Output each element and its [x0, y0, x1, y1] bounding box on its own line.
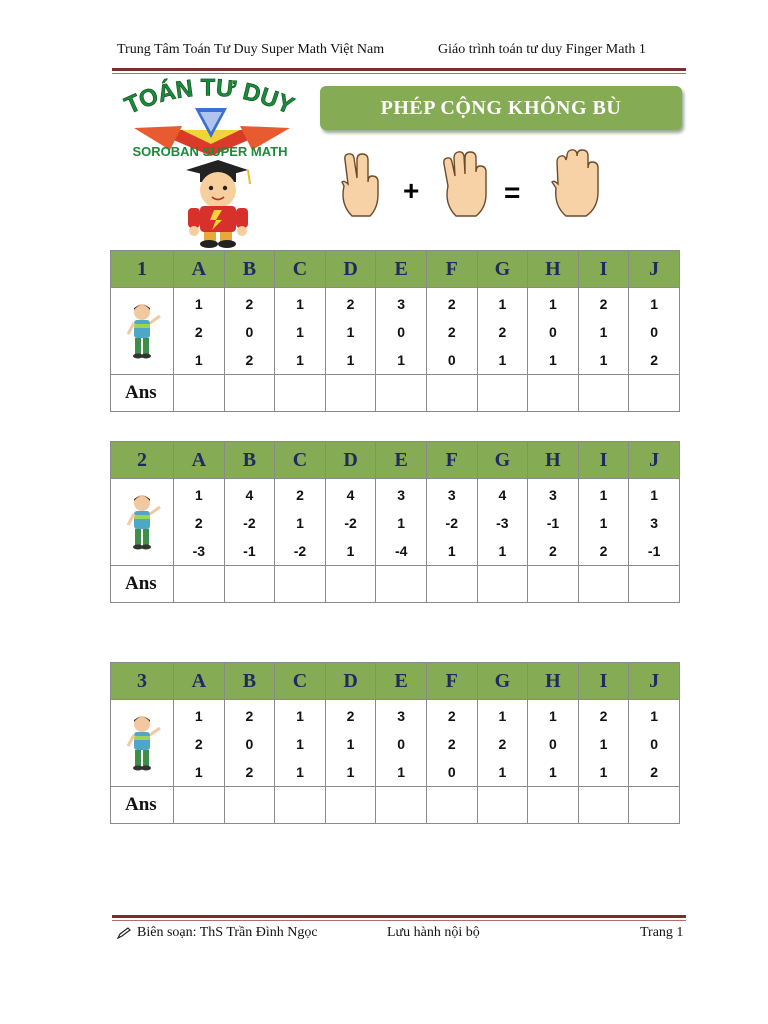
column-header: E: [376, 442, 427, 479]
problem-number: 1: [296, 352, 304, 368]
exercise-table-2: [110, 441, 680, 603]
column-header: C: [275, 663, 326, 700]
answer-cell[interactable]: [376, 375, 427, 412]
column-header: E: [376, 663, 427, 700]
problem-number: 0: [397, 736, 406, 752]
problem-cell: [528, 700, 579, 787]
problem-number: 2: [346, 708, 355, 724]
page-title: PHÉP CỘNG KHÔNG BÙ: [320, 86, 682, 130]
problem-number: 1: [599, 324, 608, 340]
problem-cell: [174, 700, 225, 787]
problem-number: 1: [599, 515, 608, 531]
answer-cell[interactable]: [629, 787, 680, 824]
problem-cell: [224, 288, 275, 375]
problem-number: 2: [245, 352, 254, 368]
problem-number: 2: [650, 352, 659, 368]
problem-number: 1: [194, 764, 203, 780]
exercise-table-3: [110, 662, 680, 824]
problem-number: -2: [293, 543, 307, 559]
problem-number: 2: [245, 708, 254, 724]
problem-number: 0: [650, 736, 659, 752]
column-header: J: [629, 663, 680, 700]
answer-cell[interactable]: [325, 787, 376, 824]
problem-cell: [578, 479, 629, 566]
exercise-table-1: [110, 250, 680, 412]
problem-cell: [275, 288, 326, 375]
problem-cell: [426, 700, 477, 787]
problem-number: 0: [447, 352, 456, 368]
problem-number: 1: [296, 515, 304, 531]
problem-cell: [629, 288, 680, 375]
problem-number: 2: [296, 487, 304, 503]
problem-number: 1: [346, 736, 355, 752]
footer-rule-thin: [112, 920, 686, 921]
finger-equation: [330, 148, 610, 220]
problem-number: 1: [296, 324, 304, 340]
answer-cell[interactable]: [629, 566, 680, 603]
problem-cell: [275, 479, 326, 566]
problem-number: 1: [549, 764, 557, 780]
column-header: D: [325, 442, 376, 479]
problem-number: -2: [243, 515, 256, 531]
problem-number: -1: [647, 543, 661, 559]
problem-cell: [477, 700, 528, 787]
problem-cell: [629, 700, 680, 787]
problem-cell: [224, 479, 275, 566]
problem-number: 1: [397, 764, 406, 780]
column-header: G: [477, 663, 528, 700]
problem-cell: [578, 700, 629, 787]
answer-cell[interactable]: [528, 375, 579, 412]
problem-number: 2: [245, 296, 254, 312]
problem-number: -3: [192, 543, 206, 559]
answer-cell[interactable]: [426, 787, 477, 824]
problem-number: 3: [549, 487, 557, 503]
problem-number: 1: [346, 352, 355, 368]
problem-number: -3: [496, 515, 509, 531]
equals-sign: =: [504, 177, 521, 208]
column-header: I: [578, 663, 629, 700]
exercise-number: 3: [111, 663, 174, 700]
kid-icon: [122, 714, 162, 772]
problem-number: 2: [346, 296, 355, 312]
problem-number: 0: [245, 736, 254, 752]
problem-number: 2: [650, 764, 659, 780]
problem-number: 1: [599, 764, 608, 780]
problem-number: 2: [194, 324, 203, 340]
problem-number: -1: [243, 543, 256, 559]
problem-number: 1: [296, 736, 304, 752]
answer-cell[interactable]: [325, 375, 376, 412]
problem-number: 0: [397, 324, 406, 340]
problem-number: 0: [447, 764, 456, 780]
header-right: Giáo trình toán tư duy Finger Math 1: [438, 42, 646, 57]
kid-icon: [122, 493, 162, 551]
problem-cell: [174, 479, 225, 566]
problem-number: 1: [650, 487, 659, 503]
problem-cell: [376, 479, 427, 566]
plus-sign: +: [403, 175, 420, 206]
problem-cell: [426, 479, 477, 566]
problem-number: 1: [346, 543, 355, 559]
logo-arc-text: TOÁN TƯ DUY: [120, 78, 298, 120]
problem-number: 2: [447, 708, 456, 724]
problem-number: 1: [650, 296, 659, 312]
answer-cell[interactable]: [224, 566, 275, 603]
column-header: F: [426, 251, 477, 288]
problem-number: 1: [346, 324, 355, 340]
logo: [112, 78, 312, 248]
answer-cell[interactable]: [629, 375, 680, 412]
problem-number: 2: [447, 296, 456, 312]
answer-cell[interactable]: [528, 787, 579, 824]
column-header: D: [325, 663, 376, 700]
problem-cell: [325, 288, 376, 375]
kid-cell: [111, 479, 174, 566]
five-fingers-icon: [552, 150, 598, 216]
problem-number: 2: [498, 324, 507, 340]
column-header: J: [629, 251, 680, 288]
answer-cell[interactable]: [578, 566, 629, 603]
answer-cell[interactable]: [578, 375, 629, 412]
mascot-icon: [186, 160, 250, 248]
problem-number: 1: [599, 487, 608, 503]
problem-number: 3: [397, 708, 406, 724]
kid-cell: [111, 700, 174, 787]
problem-cell: [325, 700, 376, 787]
pen-icon: [117, 927, 131, 939]
answer-cell[interactable]: [477, 375, 528, 412]
problem-number: 1: [194, 708, 203, 724]
problem-cell: [477, 479, 528, 566]
header-left: Trung Tâm Toán Tư Duy Super Math Việt Nam: [117, 42, 385, 57]
problem-cell: [174, 288, 225, 375]
ans-label: Ans: [111, 787, 174, 824]
answer-cell[interactable]: [528, 566, 579, 603]
problem-number: 1: [498, 708, 507, 724]
answer-cell[interactable]: [275, 566, 326, 603]
problem-number: 1: [498, 764, 507, 780]
answer-cell[interactable]: [376, 787, 427, 824]
answer-cell[interactable]: [477, 566, 528, 603]
problem-number: 2: [194, 515, 203, 531]
problem-cell: [376, 700, 427, 787]
problem-number: 0: [650, 324, 659, 340]
problem-number: 1: [397, 352, 406, 368]
header-rule: [112, 68, 686, 71]
problem-cell: [528, 288, 579, 375]
problem-number: 2: [599, 708, 608, 724]
problem-number: -2: [344, 515, 357, 531]
answer-cell[interactable]: [477, 787, 528, 824]
problem-cell: [376, 288, 427, 375]
column-header: E: [376, 251, 427, 288]
answer-cell[interactable]: [224, 375, 275, 412]
problem-cell: [426, 288, 477, 375]
problem-number: 1: [599, 352, 608, 368]
answer-cell[interactable]: [174, 566, 225, 603]
column-header: G: [477, 251, 528, 288]
header-rule-thin: [112, 73, 686, 74]
column-header: D: [325, 251, 376, 288]
problem-number: 1: [296, 764, 304, 780]
problem-cell: [325, 479, 376, 566]
problem-number: 1: [194, 352, 203, 368]
ans-label: Ans: [111, 375, 174, 412]
column-header: H: [528, 663, 579, 700]
column-header: I: [578, 442, 629, 479]
problem-number: -1: [546, 515, 560, 531]
problem-number: 2: [599, 296, 608, 312]
problem-number: 2: [447, 324, 456, 340]
column-header: G: [477, 442, 528, 479]
column-header: C: [275, 251, 326, 288]
problem-number: 4: [245, 487, 254, 503]
problem-cell: [578, 288, 629, 375]
answer-cell[interactable]: [578, 787, 629, 824]
problem-number: 1: [549, 352, 557, 368]
answer-cell[interactable]: [325, 566, 376, 603]
logo-graphic: [112, 78, 312, 248]
problem-cell: [629, 479, 680, 566]
kid-cell: [111, 288, 174, 375]
problem-number: 1: [346, 764, 355, 780]
column-header: A: [174, 442, 225, 479]
problem-cell: [528, 479, 579, 566]
two-fingers-icon: [342, 154, 378, 216]
problem-number: 4: [498, 487, 507, 503]
answer-cell[interactable]: [224, 787, 275, 824]
problem-cell: [224, 700, 275, 787]
logo-bottom-text: SOROBAN SUPER MATH: [132, 144, 288, 159]
column-header: F: [426, 663, 477, 700]
problem-number: 1: [296, 708, 304, 724]
problem-number: 1: [498, 352, 507, 368]
three-fingers-icon: [444, 152, 486, 216]
answer-cell[interactable]: [376, 566, 427, 603]
answer-cell[interactable]: [275, 375, 326, 412]
footer-page: Trang 1: [640, 925, 684, 940]
problem-number: 3: [650, 515, 659, 531]
problem-number: 0: [245, 324, 254, 340]
problem-number: 0: [549, 736, 557, 752]
problem-number: 4: [346, 487, 355, 503]
column-header: I: [578, 251, 629, 288]
problem-cell: [275, 700, 326, 787]
problem-number: 1: [194, 487, 203, 503]
problem-number: 2: [447, 736, 456, 752]
problem-number: 1: [498, 296, 507, 312]
problem-number: 1: [549, 296, 557, 312]
problem-number: 2: [599, 543, 608, 559]
column-header: J: [629, 442, 680, 479]
answer-cell[interactable]: [174, 375, 225, 412]
ans-label: Ans: [111, 566, 174, 603]
problem-number: 1: [549, 708, 557, 724]
problem-number: 0: [549, 324, 557, 340]
column-header: B: [224, 663, 275, 700]
problem-number: 2: [498, 736, 507, 752]
problem-number: 1: [498, 543, 507, 559]
problem-number: -2: [445, 515, 458, 531]
answer-cell[interactable]: [174, 787, 225, 824]
problem-cell: [477, 288, 528, 375]
problem-number: -4: [394, 543, 408, 559]
footer-center: Lưu hành nội bộ: [387, 925, 480, 940]
column-header: B: [224, 251, 275, 288]
problem-number: 1: [599, 736, 608, 752]
problem-number: 1: [397, 515, 406, 531]
column-header: A: [174, 251, 225, 288]
problem-number: 1: [650, 708, 659, 724]
problem-number: 2: [549, 543, 557, 559]
answer-cell[interactable]: [426, 375, 477, 412]
column-header: B: [224, 442, 275, 479]
kid-icon: [122, 302, 162, 360]
exercise-number: 2: [111, 442, 174, 479]
footer-rule: [112, 915, 686, 918]
exercise-number: 1: [111, 251, 174, 288]
problem-number: 2: [245, 764, 254, 780]
column-header: F: [426, 442, 477, 479]
problem-number: 1: [194, 296, 203, 312]
problem-number: 3: [397, 296, 406, 312]
answer-cell[interactable]: [426, 566, 477, 603]
problem-number: 1: [296, 296, 304, 312]
problem-number: 3: [397, 487, 406, 503]
answer-cell[interactable]: [275, 787, 326, 824]
footer-author: Biên soạn: ThS Trần Đình Ngọc: [137, 925, 318, 940]
footer-author-row: [117, 925, 318, 941]
column-header: H: [528, 442, 579, 479]
problem-number: 2: [194, 736, 203, 752]
column-header: C: [275, 442, 326, 479]
problem-number: 1: [447, 543, 456, 559]
column-header: A: [174, 663, 225, 700]
column-header: H: [528, 251, 579, 288]
problem-number: 3: [447, 487, 456, 503]
